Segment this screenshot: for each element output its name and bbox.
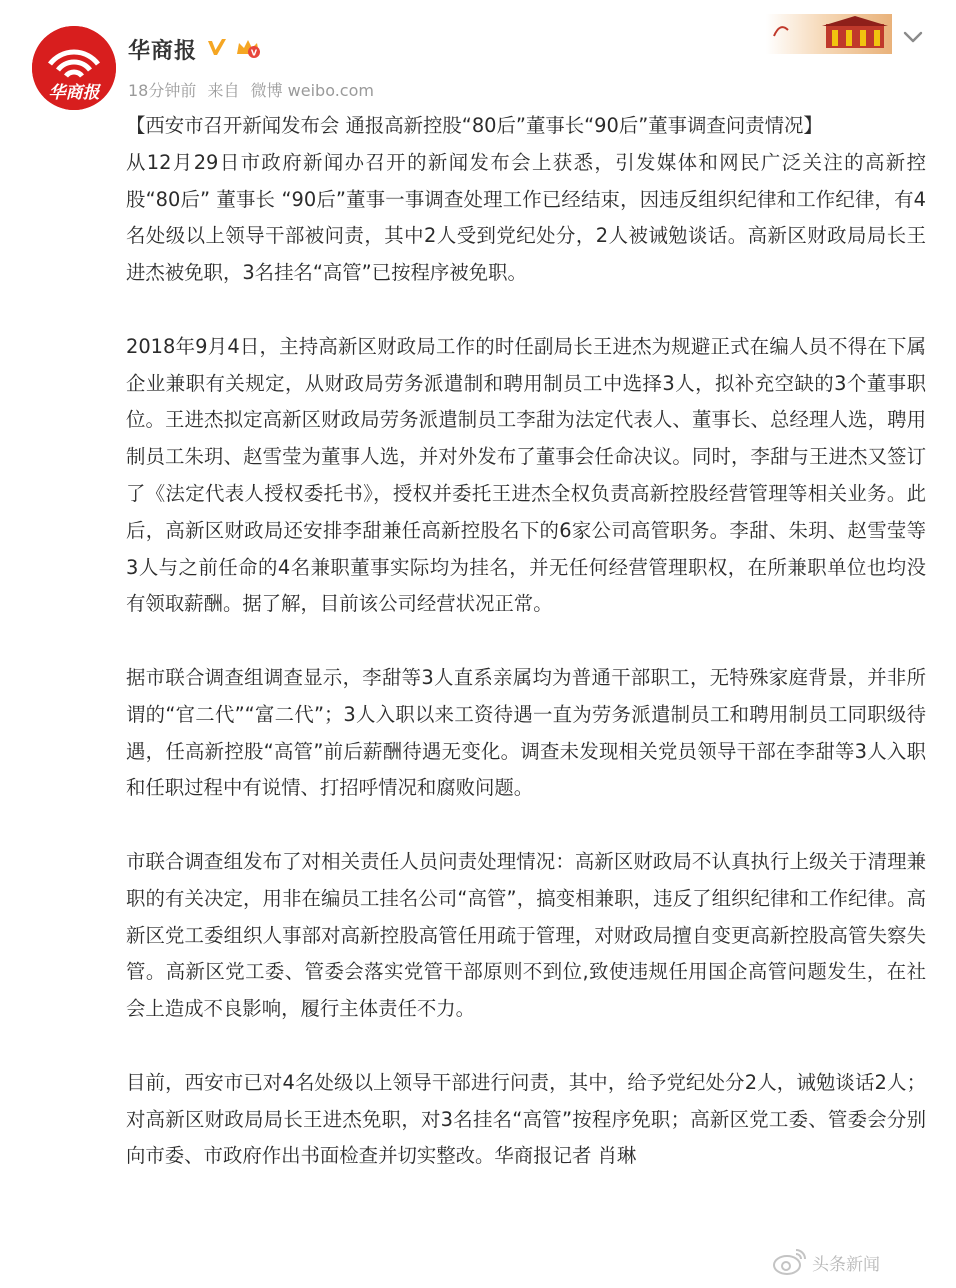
avatar-text: 华商报: [48, 83, 100, 103]
watermark: [772, 1244, 942, 1278]
watermark-text: 头条新闻: [812, 1255, 880, 1275]
post-paragraph: 目前，西安市已对4名处级以上领导干部进行问责，其中，给予党纪处分2人，诫勉谈话2人；对高新区财政局局长王进杰免职，对3名挂名“高管”按程序免职；高新区党工委、管委会分别向市委、市政府作出书面检查并切实整改。华商报记者 肖琳: [126, 1070, 926, 1168]
verified-v-icon: [205, 36, 229, 60]
post-header: [0, 0, 956, 110]
author-avatar[interactable]: [32, 26, 116, 110]
vip-crown-icon[interactable]: [234, 36, 262, 60]
post-source[interactable]: 微博 weibo.com: [250, 81, 374, 100]
post-paragraph: 从12月29日市政府新闻办召开的新闻发布会上获悉，引发媒体和网民广泛关注的高新控股“80后” 董事长 “90后”董事一事调查处理工作已经结束，因违反组织纪律和工作纪律，有4名处级以上领导干部被问责，其中2人受到党纪处分，2人被诫勉谈话。高新区财政局局长王进杰被免职，3名挂名“高管”已按程序被免职。: [126, 150, 926, 285]
post-body: [126, 108, 926, 1175]
post-paragraph: 2018年9月4日，主持高新区财政局工作的时任副局长王进杰为规避正式在编人员不得在下属企业兼职有关规定，从财政局劳务派遣制和聘用制员工中选择3人，拟补充空缺的3个董事职位。王进杰拟定高新区财政局劳务派遣制员工李甜为法定代表人、董事长、总经理人选，聘用制员工朱玥、赵雪莹为董事人选，并对外发布了董事会任命决议。同时，李甜与王进杰又签订了《法定代表人授权委托书》，授权并委托王进杰全权负责高新控股经营管理等相关业务。此后，高新区财政局还安排李甜兼任高新控股名下的6家公司高管职务。李甜、朱玥、赵雪莹等3人与之前任命的4名兼职董事实际均为挂名，并无任何经营管理职权，在所兼职单位也均没有领取薪酬。据了解，目前该公司经营状况正常。: [126, 334, 926, 616]
post-time[interactable]: 18分钟前: [128, 81, 197, 100]
author-name[interactable]: 华商报: [128, 39, 198, 64]
post-headline: 【西安市召开新闻发布会 通报高新控股“80后”董事长“90后”董事调查问责情况】: [126, 114, 823, 137]
svg-text:V: V: [250, 48, 258, 58]
decorative-banner-icon: [766, 6, 892, 58]
post-paragraph: 市联合调查组发布了对相关责任人员问责处理情况：高新区财政局不认真执行上级关于清理兼职的有关决定，用非在编员工挂名公司“高管”，搞变相兼职，违反了组织纪律和工作纪律。高新区党工委组织人事部对高新控股高管任用疏于管理，对财政局擅自变更高新控股高管失察失管。高新区党工委、管委会落实党管干部原则不到位,致使违规任用国企高管问题发生，在社会上造成不良影响，履行主体责任不力。: [126, 849, 926, 1021]
post-source-prefix: 来自: [207, 81, 240, 100]
post-paragraph: 据市联合调查组调查显示，李甜等3人直系亲属均为普通干部职工，无特殊家庭背景，并非所谓的“官二代”“富二代”；3人入职以来工资待遇一直为劳务派遣制员工和聘用制员工同职级待遇，任高新控股“高管”前后薪酬待遇无变化。调查未发现相关党员领导干部在李甜等3人入职和任职过程中有说情、打招呼情况和腐败问题。: [126, 665, 926, 800]
chevron-down-icon[interactable]: [900, 24, 926, 50]
post-meta: [128, 78, 380, 101]
weibo-logo-icon: [772, 1246, 808, 1276]
